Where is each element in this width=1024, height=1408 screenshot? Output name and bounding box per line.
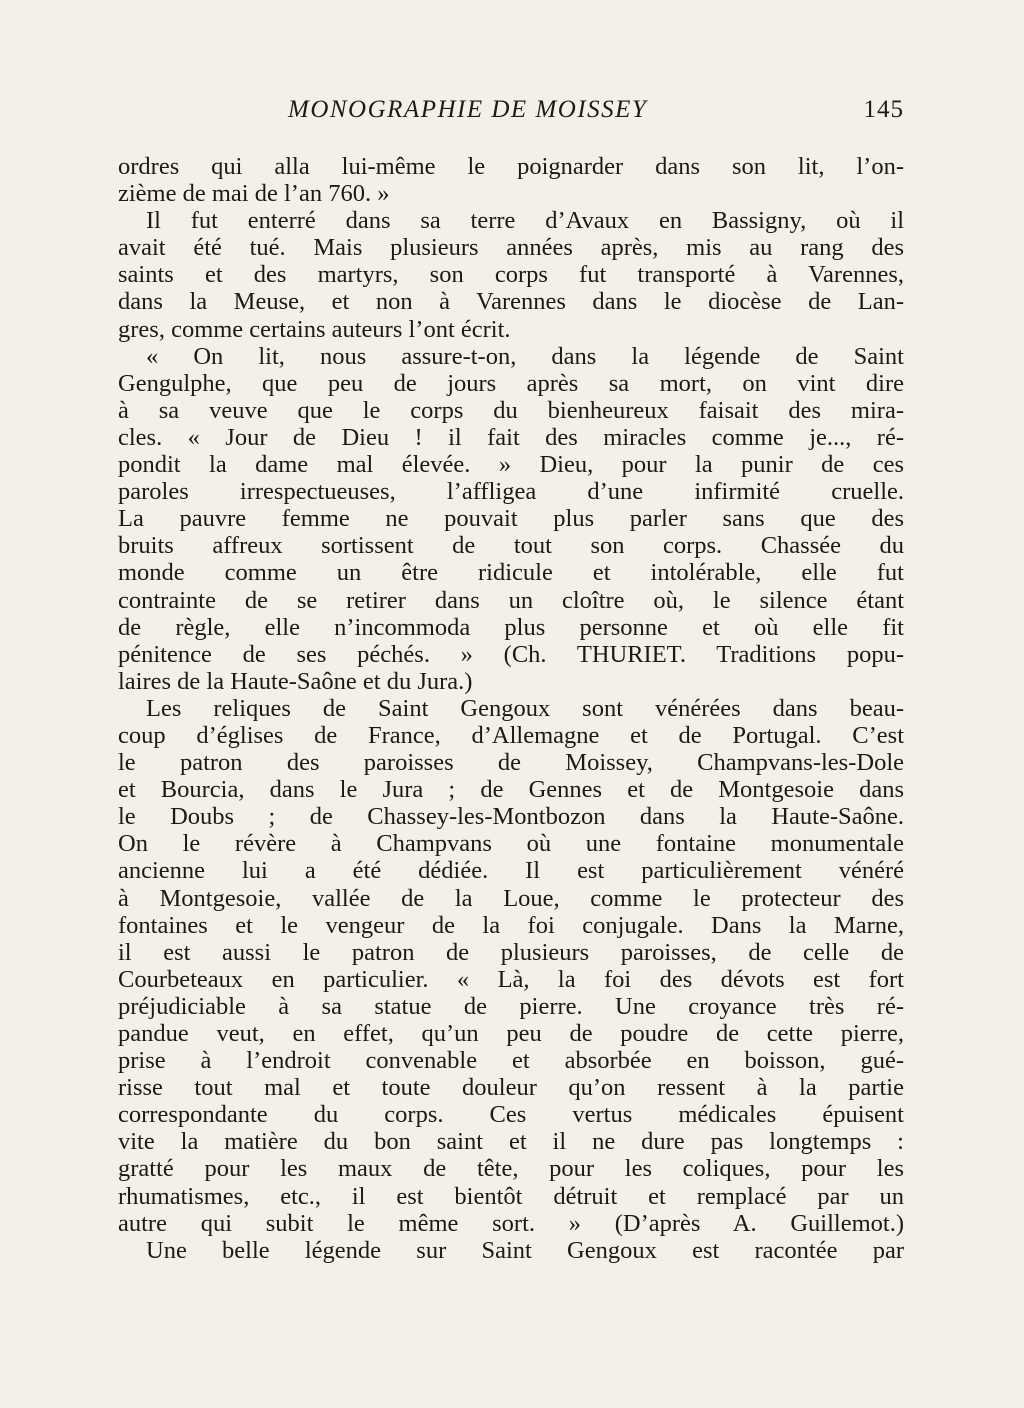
text-line: Les reliques de Saint Gengoux sont vénérées dans beau- [146,694,904,722]
text-line: dans la Meuse, et non à Varennes dans le diocèse de Lan- [118,288,904,316]
text-line: avait été tué. Mais plusieurs années après, mis au rang des [118,234,904,262]
text-line: « On lit, nous assure-t-on, dans la légende de Saint [146,342,904,370]
running-head [118,96,904,136]
text-line: le Doubs ; de Chassey-les-Montbozon dans la Haute-Saône. [118,803,904,831]
text-line: On le révère à Champvans où une fontaine monumentale [118,830,904,858]
text-line: vite la matière du bon saint et il ne dure pas longtemps : [118,1128,904,1156]
text-line: prise à l’endroit convenable et absorbée en boisson, gué- [118,1047,904,1075]
text-line: il est aussi le patron de plusieurs paroisses, de celle de [118,938,904,966]
text-line: Courbeteaux en particulier. « Là, la foi des dévots est fort [118,965,904,993]
text-line: autre qui subit le même sort. » (D’après A. Guillemot.) [118,1209,904,1237]
text-line: Une belle légende sur Saint Gengoux est racontée par [146,1236,904,1264]
text-line: de règle, elle n’incommoda plus personne et où elle fit [118,613,904,641]
text-line: correspondante du corps. Ces vertus médicales épuisent [118,1101,904,1129]
text-line: fontaines et le vengeur de la foi conjugale. Dans la Marne, [118,911,904,939]
text-line: paroles irrespectueuses, l’affligea d’une infirmité cruelle. [118,478,904,506]
text-line: pénitence de ses péchés. » (Ch. THURIET. Traditions popu- [118,640,904,668]
text-line: gratté pour les maux de tête, pour les coliques, pour les [118,1155,904,1183]
body-text [118,153,904,1264]
page-number: 145 [863,96,904,123]
text-line: pondit la dame mal élevée. » Dieu, pour la punir de ces [118,451,904,479]
text-line: ordres qui alla lui-même le poignarder dans son lit, l’on- [118,153,904,180]
text-line: La pauvre femme ne pouvait plus parler sans que des [118,505,904,533]
text-line: préjudiciable à sa statue de pierre. Une croyance très ré- [118,992,904,1020]
text-line: à Montgesoie, vallée de la Loue, comme le protecteur des [118,884,904,912]
text-line: contrainte de se retirer dans un cloître où, le silence étant [118,586,904,614]
text-line: gres, comme certains auteurs l’ont écrit. [118,315,511,343]
text-line: zième de mai de l’an 760. » [118,180,390,208]
text-line: monde comme un être ridicule et intolérable, elle fut [118,559,904,587]
text-line: et Bourcia, dans le Jura ; de Gennes et de Montgesoie dans [118,776,904,804]
text-line: laires de la Haute-Saône et du Jura.) [118,667,473,695]
text-line: bruits affreux sortissent de tout son corps. Chassée du [118,532,904,560]
text-line: risse tout mal et toute douleur qu’on ressent à la partie [118,1074,904,1102]
text-line: à sa veuve que le corps du bienheureux faisait des mira- [118,396,904,424]
text-line: le patron des paroisses de Moissey, Champvans-les-Dole [118,749,904,777]
text-line: coup d’églises de France, d’Allemagne et de Portugal. C’est [118,721,904,749]
text-line: Gengulphe, que peu de jours après sa mort, on vint dire [118,369,904,397]
text-line: pandue veut, en effet, qu’un peu de poudre de cette pierre, [118,1020,904,1047]
text-line: rhumatismes, etc., il est bientôt détruit et remplacé par un [118,1182,904,1210]
text-line: Il fut enterré dans sa terre d’Avaux en Bassigny, où il [146,207,904,235]
text-line: ancienne lui a été dédiée. Il est particulièrement vénéré [118,857,904,885]
text-line: saints et des martyrs, son corps fut transporté à Varennes, [118,261,904,289]
running-title: MONOGRAPHIE DE MOISSEY [288,96,648,123]
text-line: cles. « Jour de Dieu ! il fait des miracles comme je..., ré- [118,423,904,451]
